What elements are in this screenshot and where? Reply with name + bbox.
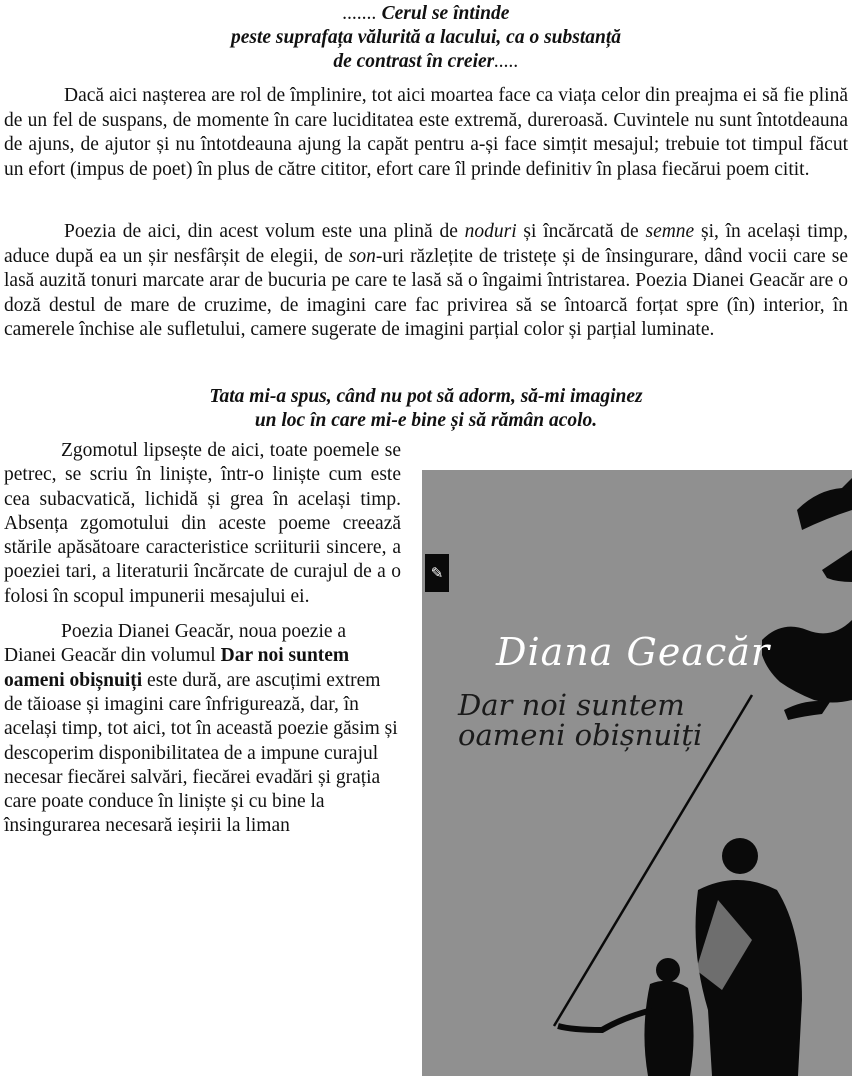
emphasis-noduri: noduri [464,221,517,242]
cover-title-line-2: oameni obișnuiți [458,718,703,752]
quote-line-2: peste suprafața vălurită a lacului, ca o substanță [230,27,622,48]
paragraph-2 [4,220,848,343]
quote-dots-after: ..... [494,51,519,72]
publisher-logo-icon: ✎ [425,554,449,592]
quote-line-1-text: Cerul se întinde [381,3,510,24]
child-arm [558,1010,652,1030]
middle-poem-quote [0,385,852,433]
paragraph-2-part-4: -uri răzlețite de tristețe și de însingurare, dând vocii care se lasă auzită tonuri marcate arar de bucuria pe care te lasă să o îngaimi întristarea. Poezia Dianei Geacăr are o doză destul de mare de cruzime, de imagini care fac privirea să se întoarcă forțat spre (în) interior, în camerele închise ale sufletului, camere sugerate de imagini parțial color și parțial luminate. [4,245,848,341]
child-body [644,981,693,1076]
cover-title-line-1: Dar noi suntem [458,688,685,722]
paragraph-4-part-2: este dură, are ascuțimi extrem de tăioase și imagini care înfrigurează, dar, în același timp, tot aici, tot în această poezie găsim și descoperim disponibilitatea de a impune curajul necesar fiecărei salvări, fiecărei evadări și grația care poate conduce în liniște și cu bine la însingurarea necesară ieșirii la liman [4,669,398,837]
emphasis-son: son [348,245,376,267]
mid-quote-line-1: Tata mi-a spus, când nu pot să adorm, să-mi imaginez [209,386,643,407]
paragraph-2-part-2: și încărcată de [516,221,646,242]
brush-stroke-mid [822,550,852,582]
paragraph-4 [4,620,401,839]
figure-limb [784,701,830,720]
mid-quote-line-2: un loc în care mi-e bine și să rămân acolo. [254,410,598,431]
cover-author-name: Diana Geacăr [496,630,771,674]
adult-head [722,838,758,874]
brush-stroke-top [797,478,852,530]
paragraph-4-part-1: Poezia Dianei Geacăr, noua poezie a Dianei Geacăr din volumul [4,621,347,667]
opening-poem-quote [0,2,852,74]
paragraph-3: Zgomotul lipsește de aici, toate poemele se petrec, se scriu în liniște, într-o liniște cum este cea subacvatică, lichidă și grea în același timp. Absența zgomotului din aceste poeme creează stările apăsătoare caracteristice scriiturii sincere, a poeziei tari, a literaturii încărcate de curajul de a o folosi în scopul impunerii mesajului ei. [4,440,401,607]
quote-line-3 [0,50,852,74]
quote-line-3-text: de contrast în creier [333,51,495,72]
cover-illustration [422,470,852,1076]
falling-figure [762,620,852,703]
book-title-bold: Dar noi suntem oameni obișnuiți [4,645,350,691]
cover-book-title [458,690,702,750]
emphasis-semne: semne [645,221,695,242]
book-cover-image [422,470,852,1076]
paragraph-2-part-3: și, în același timp, aduce după ea un șir nesfârșit de elegii, de [4,221,848,267]
child-head [656,958,680,982]
left-column-text [4,439,401,839]
quote-line-1 [0,2,852,26]
paragraph-2-part-1: Poezia de aici, din acest volum este una plină de [64,221,465,242]
quote-dots-before: ....... [342,3,377,24]
paragraph-1: Dacă aici nașterea are rol de împlinire, tot aici moartea face ca viața celor din preajma ei să fie plină de un fel de suspans, de momente în care luciditatea este extremă, dureroasă. Cuvintele nu sunt întotdeauna de ajuns, de ajutor și nu întotdeauna ajung la capăt pentru a-și face simțit mesajul; trebuie tot timpul făcut un efort (impus de poet) în plus de către cititor, efort care îl prinde definitiv în plasa fiecărui poem citit. [4,85,848,180]
